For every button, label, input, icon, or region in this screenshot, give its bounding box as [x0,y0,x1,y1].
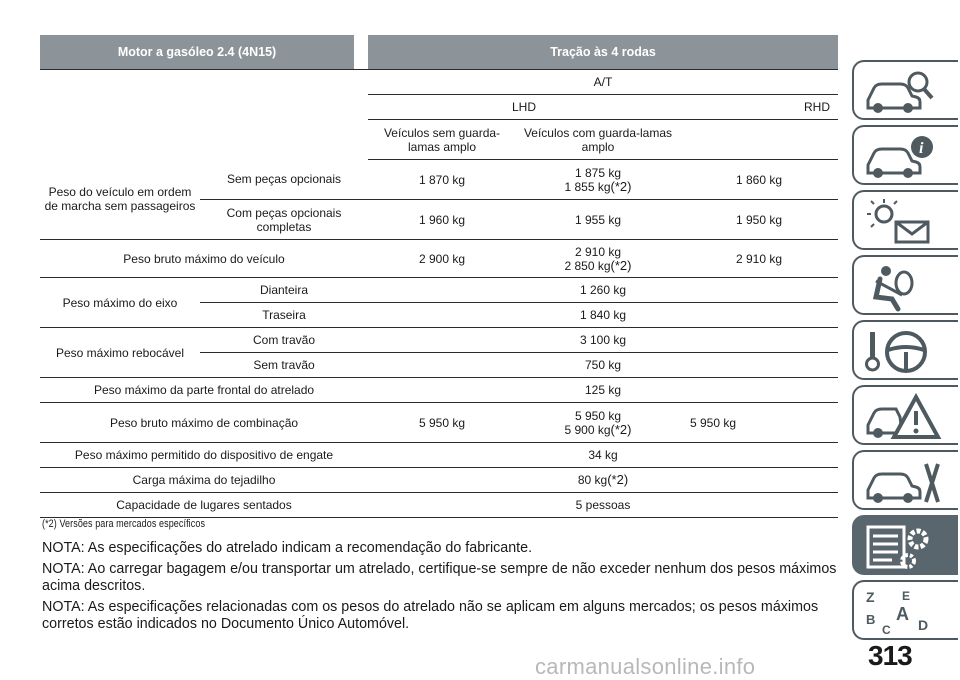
with-options-rhd: 1 950 kg [680,200,838,240]
seat-airbag-icon [862,261,942,313]
page-number: 313 [868,640,912,671]
tab-maintenance[interactable] [852,450,958,510]
gvw-with-mudflaps: 2 910 kg 2 850 kg(*2) [516,240,680,278]
no-options-value: 1 870 kg [368,160,516,200]
weights-spec-table [40,35,838,518]
braked-value: 3 100 kg [368,328,838,353]
svg-text:B: B [866,612,876,627]
rhd-label: RHD [680,95,838,120]
unbraked-value: 750 kg [368,353,838,378]
no-options-with-mudflaps: 1 875 kg 1 855 kg(*2) [516,160,680,200]
gcw-value: 5 950 kg [368,403,516,443]
warning-lights-message-icon [862,196,942,248]
hitch-label: Peso máximo permitido do dispositivo de engate [40,443,368,468]
gcw-label: Peso bruto máximo de combinação [40,403,368,443]
gvw-label: Peso bruto máximo do veículo [40,240,368,278]
footnote: (*2) Versões para mercados específicos [42,518,206,530]
hitch-value: 34 kg [368,443,838,468]
braked-label: Com travão [200,328,368,353]
note-3: NOTA: As especificações relacionadas com os pesos do atrelado não se aplicam em alguns mercados; os pesos máximos corretos estão indicados no Documento Único Automóvel. [42,599,819,632]
tab-warning-lights[interactable] [852,190,958,250]
rear-axle-value: 1 840 kg [368,303,838,328]
svg-text:D: D [918,617,929,633]
unbraked-label: Sem travão [200,353,368,378]
gcw-rhd: 5 950 kg [680,403,838,443]
header-engine: Motor a gasóleo 2.4 (4N15) [40,35,354,70]
note-1: NOTA: As especificações do atrelado indicam a recomendação do fabricante. [42,540,533,556]
with-options-value: 1 960 kg [368,200,516,240]
alphabetical-index-icon [862,586,942,638]
gcw-with-mudflaps: 5 950 kg 5 900 kg(*2) [516,403,680,443]
tab-emergency[interactable] [852,385,958,445]
seating-value: 5 pessoas [368,493,838,518]
with-options-with-mudflaps: 1 955 kg [516,200,680,240]
transmission-label: A/T [368,70,838,95]
header-drive: Tração às 4 rodas [368,35,838,70]
tab-safety[interactable] [852,255,958,315]
towing-label: Peso máximo rebocável [40,328,200,378]
roof-load-value: 80 kg(*2) [368,468,838,493]
tab-getting-to-know[interactable] [852,125,958,185]
tab-starting-driving[interactable] [852,320,958,380]
key-steering-wheel-icon [862,326,942,378]
gvw-value: 2 900 kg [368,240,516,278]
svg-text:i: i [919,140,924,157]
tab-dashboard[interactable] [852,60,958,120]
with-options-label: Com peças opcionais completas [200,200,368,240]
roof-load-label: Carga máxima do tejadilho [40,468,368,493]
svg-text:E: E [902,589,911,603]
front-axle-value: 1 260 kg [368,278,838,303]
no-options-label: Sem peças opcionais [200,160,368,200]
no-mudflaps-label: Veículos sem guarda-lamas amplo [368,120,516,160]
with-mudflaps-label: Veículos com guarda-lamas amplo [516,120,680,160]
gvw-rhd: 2 910 kg [680,240,838,278]
axle-label: Peso máximo do eixo [40,278,200,328]
tab-index[interactable] [852,580,958,640]
tab-technical-specs[interactable] [852,515,958,575]
car-warning-triangle-icon [862,391,942,443]
nose-weight-label: Peso máximo da parte frontal do atrelado [40,378,368,403]
car-search-icon [862,66,942,118]
watermark: carmanualsonline.info [535,654,756,679]
svg-text:A: A [896,604,909,624]
no-options-rhd: 1 860 kg [680,160,838,200]
note-2: NOTA: Ao carregar bagagem e/ou transportar um atrelado, certifique-se sempre de não exceder nenhum dos pesos máximos acima descritos. [42,561,837,594]
rear-axle-label: Traseira [200,303,368,328]
notes-section [42,540,842,637]
car-tools-icon [862,456,942,508]
front-axle-label: Dianteira [200,278,368,303]
svg-text:C: C [882,623,891,637]
nose-weight-value: 125 kg [368,378,838,403]
lhd-label: LHD [368,95,680,120]
specifications-gears-icon [862,521,942,573]
curb-weight-label: Peso do veículo em ordem de marcha sem passageiros [40,160,200,240]
seating-label: Capacidade de lugares sentados [40,493,368,518]
car-info-icon [862,131,942,183]
svg-text:Z: Z [866,589,875,605]
